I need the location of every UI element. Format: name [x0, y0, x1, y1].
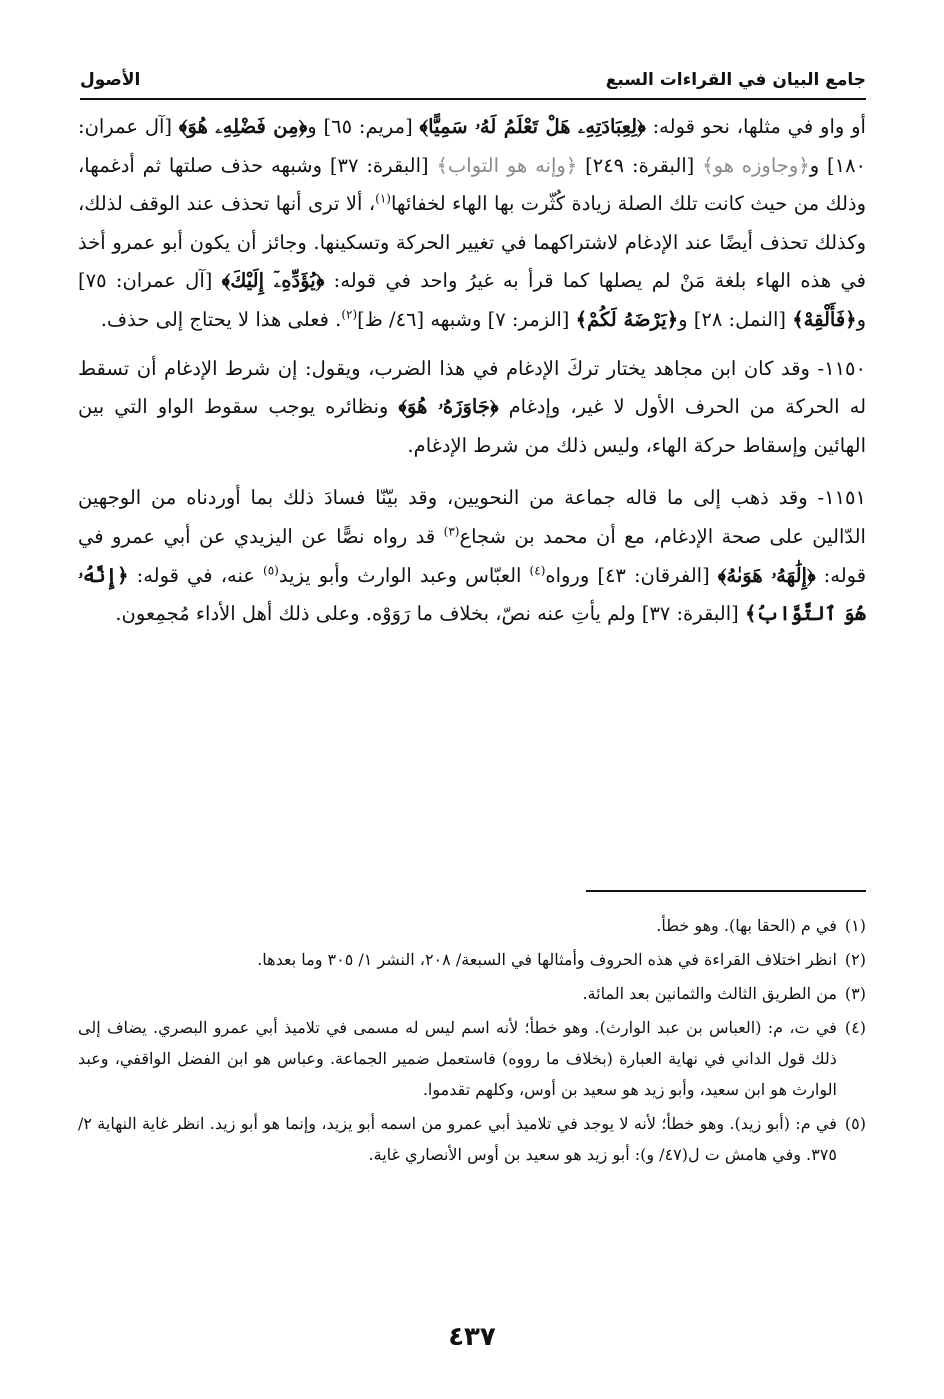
footnote-text: في م (الحقا بها). وهو خطأ. [656, 916, 837, 935]
footnote-text: في ت، م: (العباس بن عبد الوارث). وهو خطأ؛ لأنه اسم ليس له مسمى في تلاميذ أبي عمرو البصري. يضاف إلى ذلك قول الداني في نهاية العبارة (بخلاف ما رووه) فاستعمل ضمير الجماعة. وعباس هو ابن الفضل الواقفي، وعبد الوارث هو ابن سعيد، وأبو زيد هو سعيد بن أوس، وكلهم تقدموا. [78, 1018, 837, 1099]
paragraph [78, 108, 866, 340]
footnote-reference: (٢) [341, 307, 358, 322]
text-run: [البقرة: ٢٤٩] [577, 153, 703, 177]
text-run: [البقرة: ٣٧] وشبهه حذف صلتها ثم أدغمها، وذلك من حيث كانت تلك الصلة زيادة كُثّرت بها الهاء لخفائها [78, 153, 867, 216]
footnote-number: (٣) [844, 984, 866, 1003]
footnotes [78, 910, 866, 1173]
quran-quote: ﴿يُؤَدِّهِۦٓ إِلَيْكَ﴾ [221, 269, 325, 293]
quran-quote-faded: ﴿وجاوزه هو﴾ [702, 153, 810, 177]
text-run: العبّاس وعبد الوارث وأبو يزيد [278, 563, 530, 587]
text-run: عنه، في قوله: [128, 563, 264, 587]
page-number: ٤٣٧ [448, 1322, 496, 1352]
quran-quote: ﴿إِلَٰهَهُۥ هَوَىٰهُ﴾ [717, 563, 816, 587]
footnote [78, 910, 866, 941]
footnote-text: انظر اختلاف القراءة في هذه الحروف وأمثالها في السبعة/ ٢٠٨، النشر ١/ ٣٠٥ وما بعدها. [257, 950, 837, 969]
footnote [78, 944, 866, 975]
footnote-number: (٢) [844, 950, 866, 969]
footnote-reference: (٥) [263, 563, 279, 578]
footnote [78, 1108, 866, 1170]
text-run: [آل عمران: ١٨٠] و [78, 115, 867, 177]
quran-quote: ﴿مِن فَضْلِهِۦ هُوَ﴾ [178, 115, 308, 138]
quran-quote: ﴿يَرْضَهُ لَكُمْ﴾ [575, 307, 679, 331]
footnote-text: في م: (أبو زيد). وهو خطأ؛ لأنه لا يوجد في تلاميذ أبي عمرو من اسمه أبو يزيد، وإنما هو أبو زيد. انظر غاية النهاية ٢/ ٣٧٥. وفي هامش ت ل(٤٧/ و): أبو زيد هو سعيد بن أوس الأنصاري غاية. [78, 1114, 837, 1164]
quran-quote: ﴿فَأَلْقِهْ﴾ [792, 307, 857, 331]
text-run: ، ألا ترى أنها تحذف عند الوقف لذلك، وكذلك تحذف أيضًا عند الإدغام لاشتراكهما في تغيير الحركة وتسكينها. وجائز أن يكون أبو عمرو أخذ في هذه الهاء بلغة مَنْ لم يصلها كما قرأ به غيرُ واحد في قوله: [78, 192, 866, 293]
footnote [78, 1012, 866, 1105]
quran-quote-faded: ﴿وإنه هو التواب﴾ [436, 153, 578, 177]
footnote-number: (٥) [844, 1114, 866, 1133]
footnote [78, 978, 866, 1009]
footnote-reference: (١) [375, 191, 391, 206]
text-run: ونظائره يوجب سقوط الواو التي بين الهائين وإسقاط حركة الهاء، وليس ذلك من شرط الإدغام. [78, 395, 866, 457]
text-run: [مريم: ٦٥] و [307, 115, 420, 138]
text-run: [النمل: ٢٨] و [678, 307, 793, 331]
text-run: [الفرقان: ٤٣] ورواه [545, 563, 718, 587]
text-run: ١١٥٠- وقد كان ابن مجاهد يختار تركَ الإدغام في هذا الضرب، ويقول: إن شرط الإدغام أن تسقط له الحركة من الحرف الأول لا غير، وإدغام [78, 356, 867, 419]
footnote-reference: (٤) [529, 563, 546, 578]
book-title: جامع البيان في القراءات السبع [605, 70, 866, 90]
footnote-number: (٤) [844, 1018, 866, 1037]
text-run: ١١٥١- وقد ذهب إلى ما قاله جماعة من النحويين، وقد بيّنّا فسادَ ذلك بما أوردناه من الوجهين الدّالين على صحة الإدغام، مع أن محمد بن شجاع [78, 486, 866, 548]
section-title: الأصول [80, 70, 141, 90]
running-header [80, 58, 866, 100]
footnote-number: (١) [844, 916, 866, 935]
text-run: قد رواه نصًّا عن اليزيدي عن أبي عمرو في قوله: [78, 524, 867, 587]
footnote-text: من الطريق الثالث والثمانين بعد المائة. [582, 984, 837, 1003]
footnote-reference: (٣) [443, 524, 460, 539]
footnote-divider [586, 890, 866, 892]
paragraph [78, 479, 866, 633]
quran-quote: ﴿إِنَّهُۥ هُوَ ٱلتَّوَّابُ﴾ [78, 563, 866, 626]
text-run: [البقرة: ٣٧] ولم يأتِ عنه نصّ، بخلاف ما رَوَوْه. وعلى ذلك أهل الأداء مُجمِعون. [115, 602, 745, 626]
text-run: [آل عمران: ٧٥] و [78, 269, 866, 331]
text-run: أو واو في مثلها، نحو قوله: [645, 115, 866, 138]
main-text [78, 108, 866, 648]
paragraph [78, 350, 866, 466]
quran-quote: ﴿جَاوَزَهُۥ هُوَ﴾ [398, 395, 499, 419]
quran-quote: ﴿لِعِبَادَتِهِۦ هَلْ تَعْلَمُ لَهُۥ سَمِيًّا﴾ [419, 115, 646, 138]
text-run: . فعلى هذا لا يحتاج إلى حذف. [100, 307, 342, 331]
text-run: [الزمر: ٧] وشبهه [٤٦/ ظ] [357, 307, 576, 331]
